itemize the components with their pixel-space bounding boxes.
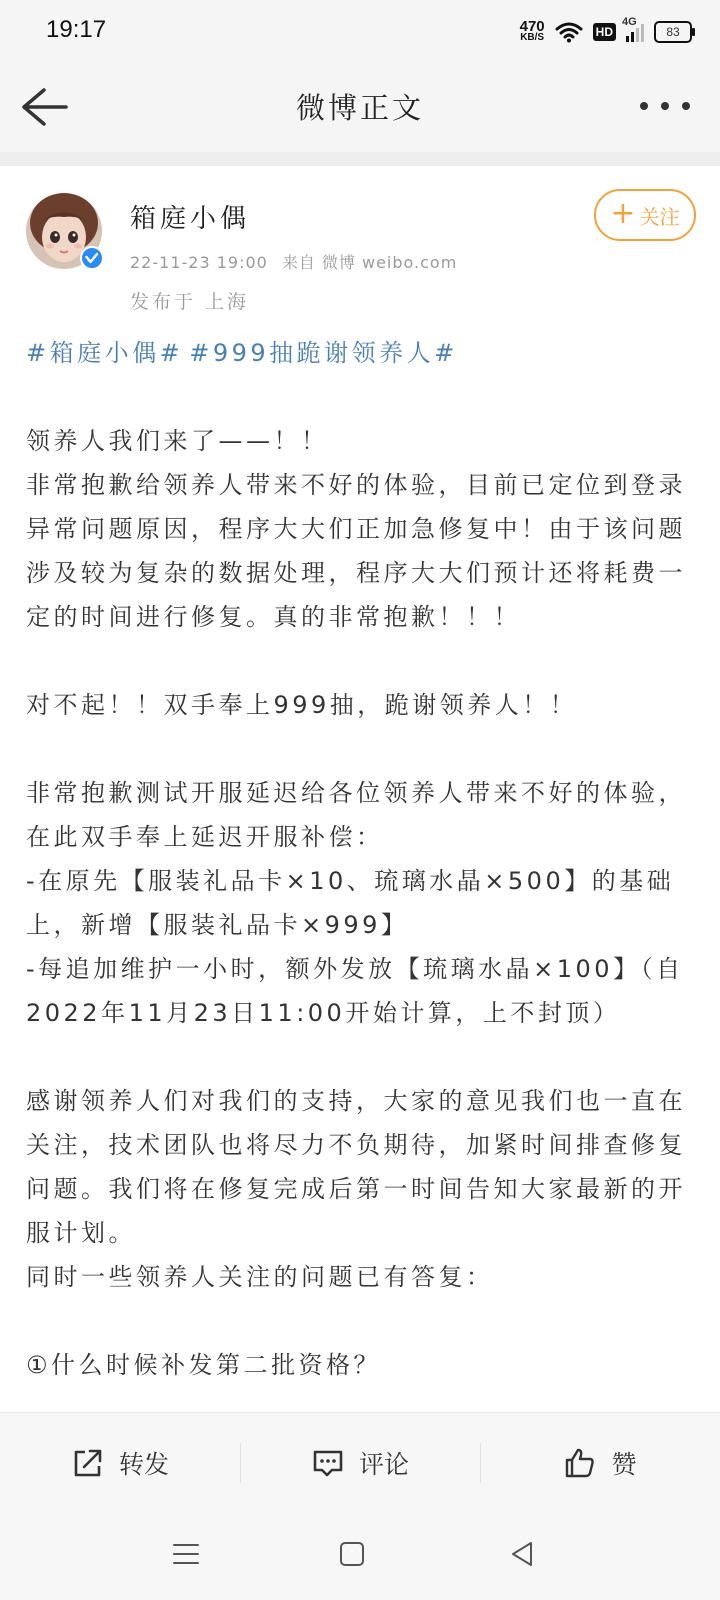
post-paragraph: 对不起！！双手奉上999抽，跪谢领养人！！: [26, 691, 578, 719]
back-triangle-icon[interactable]: [506, 1538, 538, 1570]
hashtag-link[interactable]: #箱庭小偶#: [26, 339, 184, 367]
hashtag-row: [26, 331, 692, 375]
blank-line: [26, 375, 692, 419]
post-body: [26, 331, 692, 1387]
author-name[interactable]: 箱庭小偶: [130, 204, 251, 234]
post-source: 来自 微博 weibo.com: [281, 253, 458, 272]
plus-icon: +: [610, 195, 636, 231]
post-paragraph: 同时一些领养人关注的问题已有答复：: [26, 1263, 494, 1291]
action-bar: [0, 1412, 720, 1513]
network-type: 4G: [622, 16, 637, 28]
like-label: 赞: [611, 1450, 637, 1479]
follow-label: 关注: [639, 204, 680, 229]
post-paragraph: 非常抱歉给领养人带来不好的体验，目前已定位到登录异常问题原因，程序大大们正加急修复中！由于该问题涉及较为复杂的数据处理，程序大大们预计还将耗费一定的时间进行修复。真的非常抱歉！！！: [26, 471, 686, 631]
verified-icon: [80, 246, 104, 270]
wifi-icon: [555, 21, 583, 43]
signal-icon: [622, 16, 644, 42]
network-speed-unit: KB/S: [520, 32, 545, 43]
thumbs-up-icon: [563, 1446, 597, 1480]
comment-label: 评论: [358, 1450, 409, 1479]
like-button[interactable]: [480, 1413, 720, 1513]
more-dots-icon[interactable]: [640, 96, 690, 116]
status-icons: [520, 16, 692, 48]
hashtag-link[interactable]: #999抽跪谢领养人#: [189, 339, 458, 367]
status-time: 19:17: [46, 16, 107, 43]
post-location: 发布于 上海: [130, 291, 250, 313]
hd-badge: HD: [593, 23, 616, 41]
blank-line: [26, 1299, 692, 1343]
repost-button[interactable]: [0, 1413, 240, 1513]
system-nav-bar: [0, 1512, 720, 1600]
blank-line: [26, 1035, 692, 1079]
comment-icon: [311, 1446, 345, 1480]
home-square-icon[interactable]: [336, 1538, 368, 1570]
blank-line: [26, 639, 692, 683]
repost-label: 转发: [118, 1450, 169, 1479]
battery-level: 83: [666, 25, 680, 39]
section-divider: [0, 152, 720, 166]
post-paragraph: 感谢领养人们对我们的支持，大家的意见我们也一直在关注，技术团队也将尽力不负期待，加紧时间排查修复问题。我们将在修复完成后第一时间告知大家最新的开服计划。: [26, 1087, 686, 1247]
page-title: 微博正文: [295, 91, 424, 125]
comment-button[interactable]: [240, 1413, 480, 1513]
post-timestamp: 22-11-23 19:00: [130, 253, 268, 272]
battery-icon: [654, 21, 692, 43]
network-speed-value: 470: [519, 18, 545, 35]
status-bar: [0, 0, 720, 62]
network-speed: [519, 18, 545, 43]
repost-icon: [71, 1446, 105, 1480]
follow-button[interactable]: [594, 189, 696, 241]
blank-line: [26, 727, 692, 771]
post-paragraph: 领养人我们来了——！！: [26, 427, 329, 455]
nav-bar: [0, 62, 720, 152]
post-paragraph: -在原先【服装礼品卡×10、琉璃水晶×500】的基础上，新增【服装礼品卡×999】: [26, 867, 675, 939]
menu-lines-icon[interactable]: [170, 1538, 202, 1570]
post-paragraph: ①什么时候补发第二批资格？: [26, 1351, 382, 1379]
post-paragraph: 非常抱歉测试开服延迟给各位领养人带来不好的体验，在此双手奉上延迟开服补偿：: [26, 779, 686, 851]
post-paragraph: -每追加维护一小时，额外发放【琉璃水晶×100】（自2022年11月23日11:00开始计算，上不封顶）: [26, 955, 684, 1027]
post-meta: [130, 250, 471, 273]
